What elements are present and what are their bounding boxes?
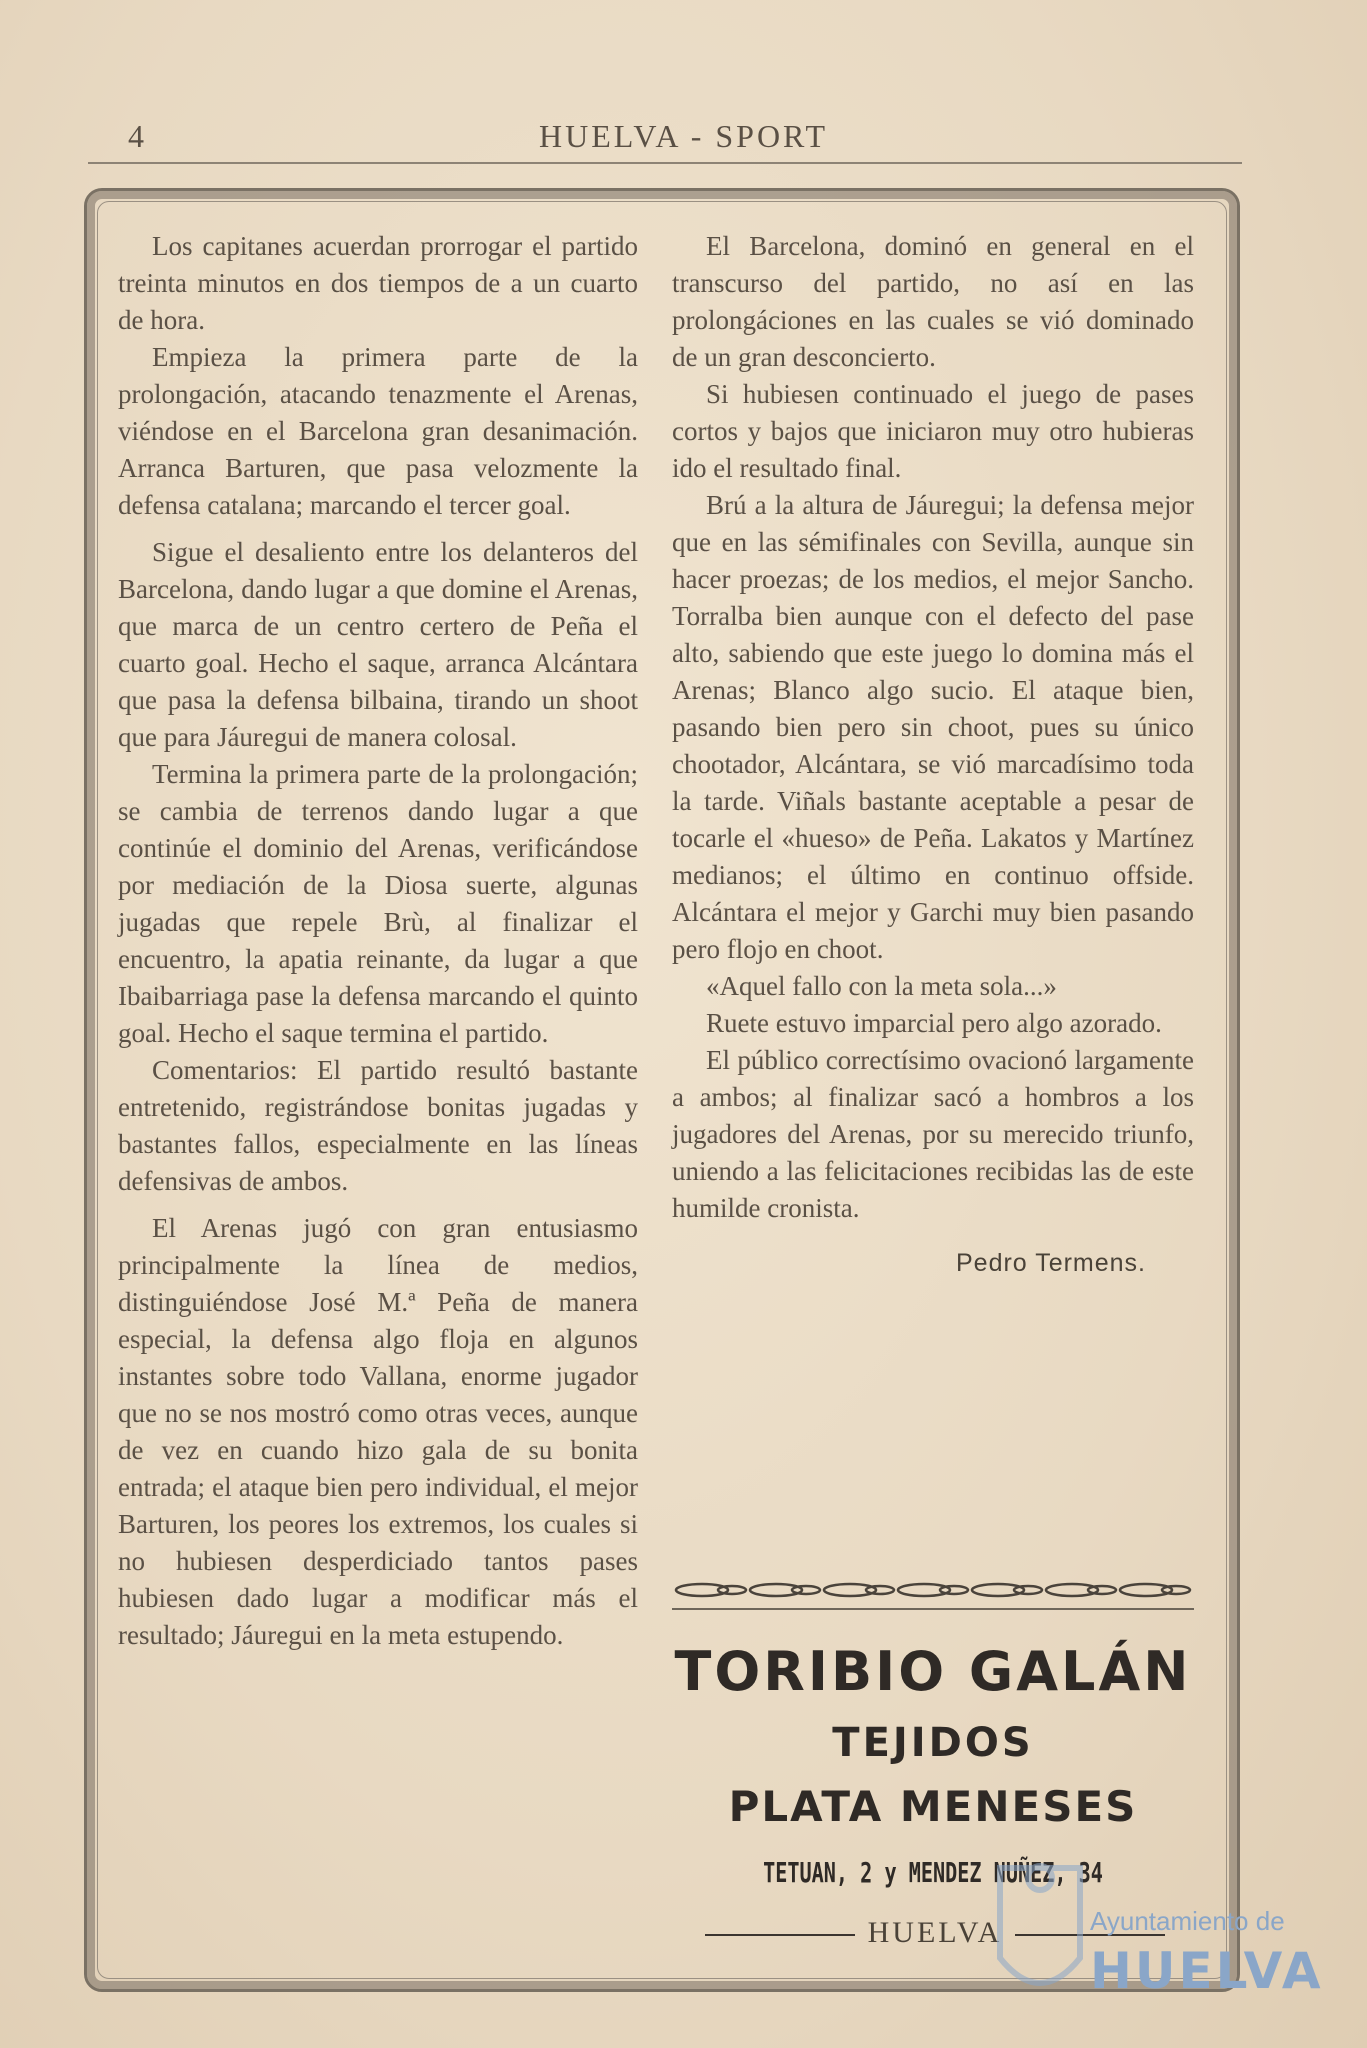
ad-city: HUELVA [867, 1916, 1003, 1949]
paragraph: Los capitanes acuerdan prorrogar el partido treinta minutos en dos tiempos de a un cuarto de hora. [118, 231, 638, 335]
paragraph: El público correctísimo ovacionó largamente a ambos; al finalizar sacó a hombros a los jugadores del Arenas, por su merecido triunfo, uniendo a las felicitaciones recibidas las de este humilde cronista. [672, 1045, 1194, 1223]
paragraph: Ruete estuvo imparcial pero algo azorado. [706, 1008, 1162, 1038]
paragraph: Si hubiesen continuado el juego de pases cortos y bajos que iniciaron muy otro hubieras ido el resultado final. [672, 379, 1194, 483]
paragraph: Comentarios: El partido resultó bastante entretenido, registrándose bonitas jugadas y bastantes fallos, especialmente en las líneas defensivas de ambos. [118, 1055, 638, 1196]
paragraph: Sigue el desaliento entre los delanteros del Barcelona, dando lugar a que domine el Arenas, que marca de un centro certero de Peña el cuarto goal. Hecho el saque, arranca Alcántara que pasa la defensa bilbaina, tirando un shoot que para Jáuregui de manera colosal. [118, 537, 638, 752]
paragraph: «Aquel fallo con la meta sola...» [706, 971, 1057, 1001]
ad-line-textiles: TEJIDOS [832, 1720, 1034, 1766]
chain-ornament [672, 1580, 1194, 1600]
ad-rule [672, 1608, 1194, 1610]
page-number: 4 [128, 118, 145, 154]
paragraph: El Barcelona, dominó en general en el transcurso del partido, no así en las prolongáciones en las cuales se vió dominado de un gran desconcierto. [672, 231, 1194, 372]
paragraph: Termina la primera parte de la prolongación; se cambia de terrenos dando lugar a que continúe el dominio del Arenas, verificándose por mediación de la Diosa suerte, algunas jugadas que repele Brù, al finalizar el encuentro, la apatia reinante, da lugar a que Ibaibarriaga pase la defensa marcando el quinto goal. Hecho el saque termina el partido. [118, 759, 638, 1048]
left-column [118, 228, 638, 1654]
ad-business-name: TORIBIO GALÁN [674, 1640, 1192, 1703]
header-rule [88, 162, 1242, 164]
paragraph: El Arenas jugó con gran entusiasmo principalmente la línea de medios, distinguiéndose José M.ª Peña de manera especial, la defensa algo floja en algunos instantes sobre todo Vallana, enorme jugador que no se nos mostró como otras veces, aunque de vez en cuando hizo gala de su bonita entrada; el ataque bien pero individual, el mejor Barturen, los peores los extremos, los cuales si no hubiesen desperdiciado tantos pases hubiesen dado lugar a modificar más el resultado; Jáuregui en la meta estupendo. [118, 1213, 638, 1650]
paragraph: Empieza la primera parte de la prolongación, atacando tenazmente el Arenas, viéndose en el Barcelona gran desanimación. Arranca Barturen, que pasa velozmente la defensa catalana; marcando el tercer goal. [118, 342, 638, 520]
running-title: HUELVA - SPORT [538, 118, 829, 154]
watermark-line1: Ayuntamiento de [1090, 1906, 1285, 1936]
ad-line-silverware: PLATA MENESES [728, 1782, 1138, 1831]
right-column [672, 228, 1194, 1282]
author-signature: Pedro Termens. [955, 1249, 1146, 1277]
paragraph: Brú a la altura de Jáuregui; la defensa mejor que en las sémifinales con Sevilla, aunque sin hacer proezas; de los medios, el mejor Sancho. Torralba bien aunque con el defecto del pase alto, sabiendo que este juego lo domina más el Arenas; Blanco algo sucio. El ataque bien, pasando bien pero sin choot, pues su único chootador, Alcántara, se vió marcadísimo toda la tarde. Viñals bastante aceptable a pesar de tocarle el «hueso» de Peña. Lakatos y Martínez medianos; el último en continuo offside. Alcántara el mejor y Garchi muy bien pasando pero flojo en choot. [672, 490, 1194, 964]
watermark-line2: HUELVA [1090, 1942, 1324, 2000]
ad-address: TETUAN, 2 y MENDEZ NUÑEZ, 34 [763, 1856, 1103, 1889]
